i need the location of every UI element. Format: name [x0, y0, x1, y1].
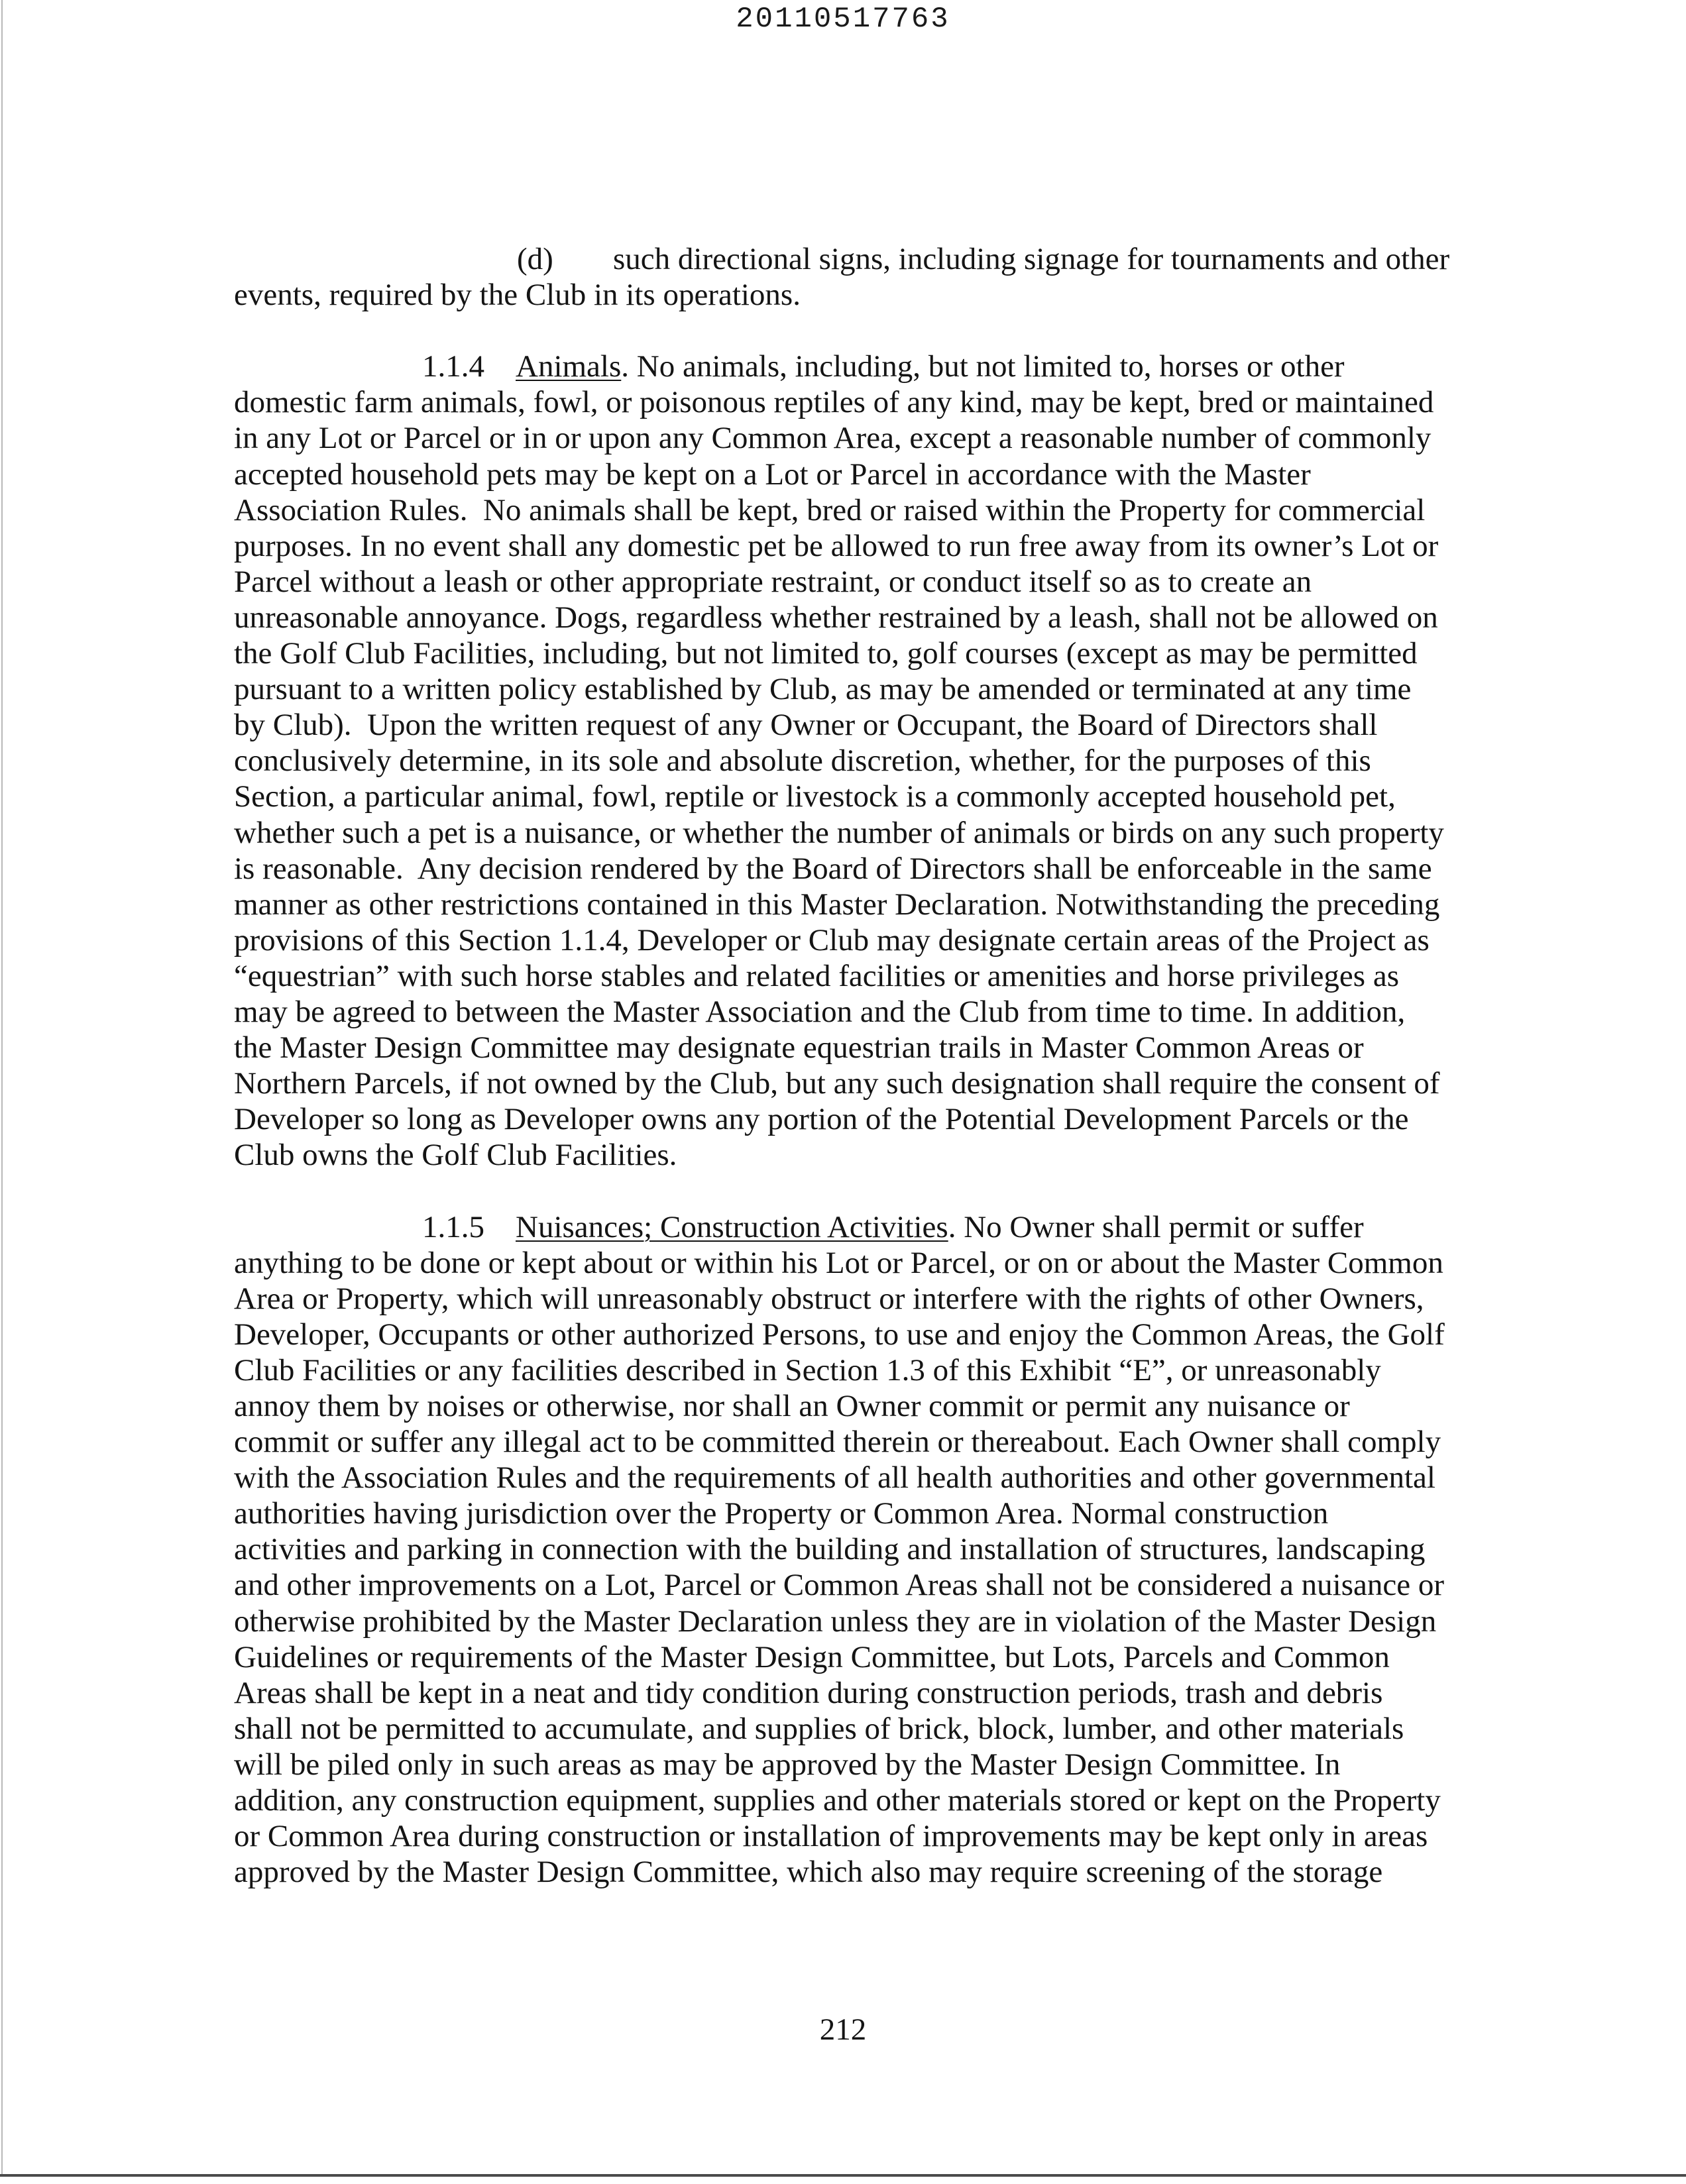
section-1-1-4-line: Northern Parcels, if not owned by the Club, but any such designation shall require the consent of: [234, 1066, 1440, 1101]
section-1-1-4-line: purposes. In no event shall any domestic pet be allowed to run free away from its owner’s Lot or: [234, 528, 1439, 563]
section-1-1-5-line: Developer, Occupants or other authorized Persons, to use and enjoy the Common Areas, the Golf: [234, 1317, 1445, 1352]
section-1-1-4-line: the Master Design Committee may designate equestrian trails in Master Common Areas or: [234, 1030, 1364, 1065]
section-1-1-4-line: “equestrian” with such horse stables and related facilities or amenities and horse privileges as: [234, 958, 1399, 993]
section-1-1-4-line: Association Rules. No animals shall be kept, bred or raised within the Property for commercial: [234, 492, 1426, 527]
section-1-1-5-line: otherwise prohibited by the Master Declaration unless they are in violation of the Master Design: [234, 1604, 1437, 1639]
section-1-1-5-line: shall not be permitted to accumulate, and supplies of brick, block, lumber, and other materials: [234, 1711, 1404, 1746]
section-1-1-4-line: the Golf Club Facilities, including, but not limited to, golf courses (except as may be permitted: [234, 636, 1418, 671]
section-1-1-5-line: addition, any construction equipment, supplies and other materials stored or kept on the Property: [234, 1783, 1441, 1818]
section-1-1-5-line: approved by the Master Design Committee, which also may require screening of the storage: [234, 1855, 1383, 1890]
section-1-1-4-line: whether such a pet is a nuisance, or whether the number of animals or birds on any such property: [234, 815, 1444, 850]
section-1-1-4-line: Parcel without a leash or other appropriate restraint, or conduct itself so as to create an: [234, 564, 1312, 599]
section-1-1-5-line: anything to be done or kept about or within his Lot or Parcel, or on or about the Master Common: [234, 1245, 1443, 1280]
section-1-1-4-line: pursuant to a written policy established by Club, as may be amended or terminated at any time: [234, 672, 1412, 707]
body-text: [234, 241, 1559, 1890]
document-number: 20110517763: [736, 3, 950, 36]
subsection-d-line: events, required by the Club in its operations.: [234, 278, 801, 313]
section-1-1-4-line: provisions of this Section 1.1.4, Developer or Club may designate certain areas of the Project as: [234, 922, 1430, 957]
paragraph-spacer: [234, 313, 1559, 349]
section-1-1-4-title: Animals: [516, 349, 622, 384]
scan-bottom-edge: [0, 2174, 1686, 2177]
section-1-1-4-line: may be agreed to between the Master Association and the Club from time to time. In addition,: [234, 994, 1406, 1029]
section-1-1-4-line: Club owns the Golf Club Facilities.: [234, 1138, 677, 1173]
section-1-1-5-line: commit or suffer any illegal act to be committed therein or thereabout. Each Owner shall comply: [234, 1425, 1441, 1460]
section-1-1-4-line: unreasonable annoyance. Dogs, regardless whether restrained by a leash, shall not be allowed on: [234, 600, 1438, 635]
section-1-1-4-line: by Club). Upon the written request of any Owner or Occupant, the Board of Directors shall: [234, 708, 1378, 743]
section-1-1-5-line: Area or Property, which will unreasonably obstruct or interfere with the rights of other Owners,: [234, 1281, 1424, 1316]
section-1-1-5-line: Club Facilities or any facilities described in Section 1.3 of this Exhibit “E”, or unreasonably: [234, 1352, 1381, 1388]
section-1-1-4-line: Section, a particular animal, fowl, reptile or livestock is a commonly accepted household pet,: [234, 779, 1396, 814]
subsection-d-first-line: [234, 241, 1559, 277]
section-1-1-4-line: accepted household pets may be kept on a Lot or Parcel in accordance with the Master: [234, 457, 1311, 492]
section-1-1-5-number: 1.1.5: [422, 1209, 484, 1244]
scan-left-edge: [1, 0, 3, 2174]
page-number: 212: [819, 2012, 867, 2047]
section-1-1-5-line: annoy them by noises or otherwise, nor shall an Owner commit or permit any nuisance or: [234, 1389, 1350, 1423]
section-1-1-4-line: manner as other restrictions contained in this Master Declaration. Notwithstanding the preceding: [234, 887, 1440, 922]
paragraph-spacer: [234, 1173, 1559, 1209]
section-1-1-4-first-line-text: . No animals, including, but not limited to, horses or other: [621, 349, 1345, 384]
section-1-1-4-line: is reasonable. Any decision rendered by the Board of Directors shall be enforceable in the same: [234, 851, 1432, 886]
section-1-1-5-line: activities and parking in connection with the building and installation of structures, landscaping: [234, 1532, 1426, 1567]
section-1-1-5-line: and other improvements on a Lot, Parcel or Common Areas shall not be considered a nuisance or: [234, 1568, 1444, 1603]
section-1-1-4-line: domestic farm animals, fowl, or poisonous reptiles of any kind, may be kept, bred or maintained: [234, 385, 1434, 420]
section-1-1-4-line: conclusively determine, in its sole and absolute discretion, whether, for the purposes of this: [234, 743, 1371, 779]
section-1-1-5-line: with the Association Rules and the requirements of all health authorities and other governmental: [234, 1460, 1435, 1496]
section-1-1-5-first-line: [234, 1209, 1559, 1245]
section-1-1-5-title: Nuisances; Construction Activities: [516, 1209, 948, 1244]
section-1-1-5-line: will be piled only in such areas as may be approved by the Master Design Committee. In: [234, 1747, 1341, 1782]
section-1-1-5-line: or Common Area during construction or installation of improvements may be kept only in areas: [234, 1819, 1428, 1854]
section-1-1-4-line: Developer so long as Developer owns any portion of the Potential Development Parcels or the: [234, 1102, 1409, 1137]
section-1-1-4-number: 1.1.4: [422, 349, 484, 384]
section-1-1-5-line: Areas shall be kept in a neat and tidy condition during construction periods, trash and debris: [234, 1675, 1383, 1710]
subsection-d-label: (d): [517, 242, 553, 276]
section-1-1-4-line: in any Lot or Parcel or in or upon any Common Area, except a reasonable number of commonly: [234, 421, 1432, 456]
section-1-1-5-line: Guidelines or requirements of the Master Design Committee, but Lots, Parcels and Common: [234, 1639, 1390, 1674]
section-1-1-5-line: authorities having jurisdiction over the Property or Common Area. Normal construction: [234, 1496, 1329, 1531]
subsection-d-first-line-text: such directional signs, including signage for tournaments and other: [613, 242, 1450, 276]
section-1-1-4-first-line: [234, 349, 1559, 384]
section-1-1-5-first-line-text: . No Owner shall permit or suffer: [948, 1209, 1364, 1244]
